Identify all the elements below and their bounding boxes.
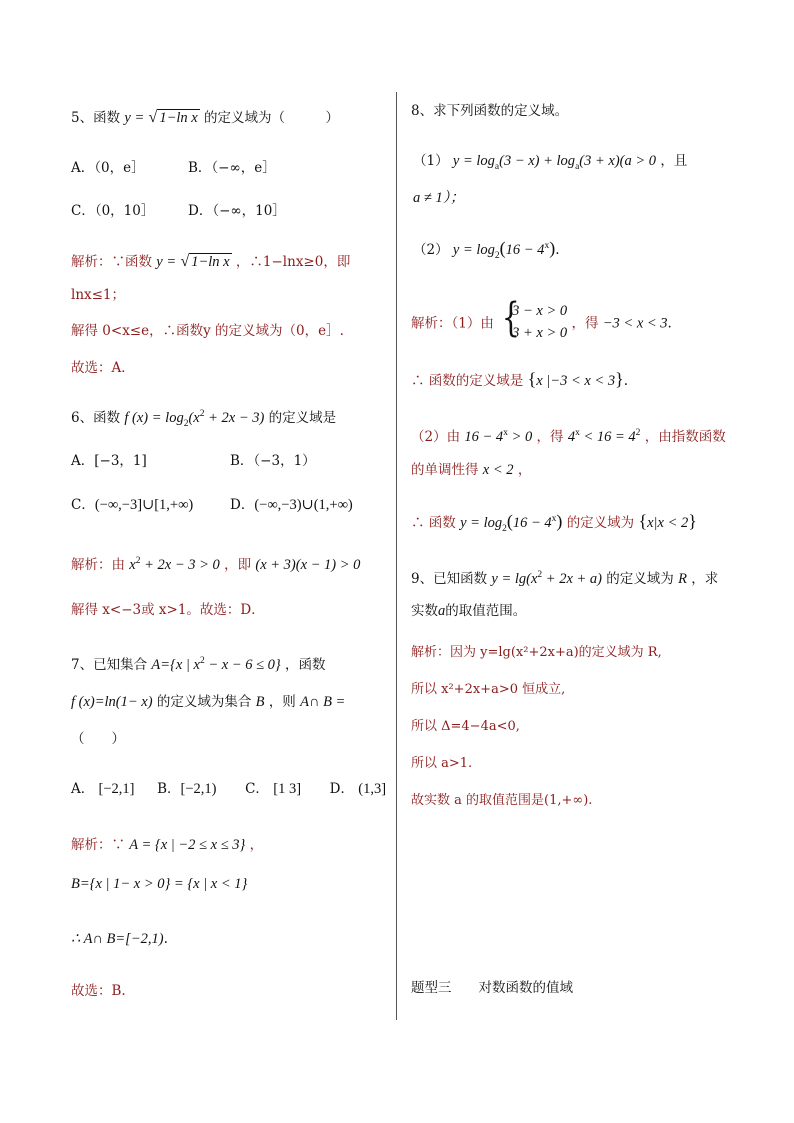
q8-solution2-line2: 的单调性得 x < 2 ， xyxy=(411,462,532,478)
q6-option-b: B．（−3，1） xyxy=(230,453,316,469)
q5-answer: 故选：A． xyxy=(71,360,135,376)
q9-solution-line1: 解析：因为 y=lg(x²+2x+a)的定义域为 R, xyxy=(411,645,662,660)
q6-option-a: A．[−3，1] xyxy=(71,453,147,469)
q7-option-d: D． (1,3] xyxy=(329,781,387,797)
q8-solution-line1: 解析：（1）由 { 3 − x > 0 3 + x > 0 ，得 −3 < x < 3. xyxy=(411,302,672,346)
q6-solution-line2: 解得 x<−3或 x>1。故选：D． xyxy=(71,602,265,618)
q6-option-d: D．(−∞,−3)∪(1,+∞) xyxy=(230,497,353,513)
q5-solution-line2: lnx≤1； xyxy=(71,287,126,303)
q9-solution-line4: 所以 a>1. xyxy=(411,756,473,771)
q8-solution-domain1: ∴ 函数的定义域是 {x |−3 < x < 3}. xyxy=(411,369,629,389)
q5-option-d: D．（−∞，10］ xyxy=(188,203,286,219)
q7-answer: 故选：B. xyxy=(71,983,126,999)
q9-solution-line2: 所以 x²+2x+a>0 恒成立, xyxy=(411,682,566,697)
q8-solution2-line3: ∴ 函数 $y = \log_2(16 - 4^x)$ 的定义域为 {x|x < 2} xyxy=(411,511,697,534)
q7-solution-line3: ∴ A∩ B=[−2,1). xyxy=(71,931,168,947)
q5-question: 5、函数 y = √ 1−ln x 的定义域为（ ） xyxy=(71,109,339,126)
q6-question: 6、函数 f $(x) = \log_2(x^2 + 2x - 3)$ 的定义域是 xyxy=(71,409,337,429)
q9-question-line1: 9、已知函数 $y = \lg(x^2 + 2x + a)$ 的定义域为 R ，求 xyxy=(411,570,719,587)
q5-option-a: A．（0，e］ xyxy=(71,160,145,176)
q5-option-c: C．（0，10］ xyxy=(71,203,155,219)
q8-part2: （2） $y = \log_2(16 - 4^x)$. xyxy=(413,238,560,261)
sqrt-expression: √ 1−ln x xyxy=(148,109,198,126)
q7-option-c: C． [1 3] xyxy=(245,781,302,797)
inequality-system: { 3 − x > 0 3 + x > 0 xyxy=(501,295,568,341)
q7-question-line2: f (x)=ln(1− x) 的定义域为集合 B ，则 A∩ B = xyxy=(71,694,346,710)
sqrt-expression: √ 1−ln x xyxy=(180,253,230,270)
q8-solution2-line1: （2）由 $16 - 4^x > 0$ ，得 $4^x < 16 = 4^2$ ，由指数函数 xyxy=(411,428,726,445)
q8-part1-line2: a ≠ 1）； xyxy=(413,190,465,206)
q9-solution-line5: 故实数 a 的取值范围是(1,+∞). xyxy=(411,793,593,808)
q7-question-line1: 7、已知集合 A={x | $x^2 - x - 6 \le 0$} ，函数 xyxy=(71,656,326,673)
q9-solution-line3: 所以 Δ=4−4a<0, xyxy=(411,719,520,734)
q8-title: 8、求下列函数的定义域。 xyxy=(411,103,569,119)
q7-solution-line1: 解析：∵ A = {x | −2 ≤ x ≤ 3} ， xyxy=(71,837,264,853)
section-title: 题型三 对数函数的值域 xyxy=(411,980,573,996)
q5-solution-line1: 解析：∵函数 y = √ 1−ln x ，∴1−lnx≥0，即 xyxy=(71,253,351,270)
q7-solution-line2: B={x | 1− x > 0} = {x | x < 1} xyxy=(71,876,248,892)
q5-solution-line3: 解得 0<x≤e，∴函数y 的定义域为（0，e］. xyxy=(71,323,344,339)
q5-option-b: B．（−∞，e］ xyxy=(188,160,276,176)
q7-answer-blank: （ ） xyxy=(71,731,125,747)
q9-question-line2: 实数a的取值范围。 xyxy=(411,603,527,619)
column-divider xyxy=(396,92,397,1020)
q8-part1-line1: （1） $y = \log_a(3 - x) + \log_a(3 + x)(a > 0$ ，且 xyxy=(413,153,688,172)
q7-option-b: B．[−2,1) xyxy=(157,781,217,797)
q7-options xyxy=(71,779,386,799)
q7-option-a: A． [−2,1] xyxy=(71,781,135,797)
q6-option-c: C．(−∞,−3]∪[1,+∞) xyxy=(71,497,194,513)
q6-solution-line1: 解析：由 $x^2 + 2x - 3 > 0$ ，即 (x + 3)(x − 1) > 0 xyxy=(71,556,361,573)
